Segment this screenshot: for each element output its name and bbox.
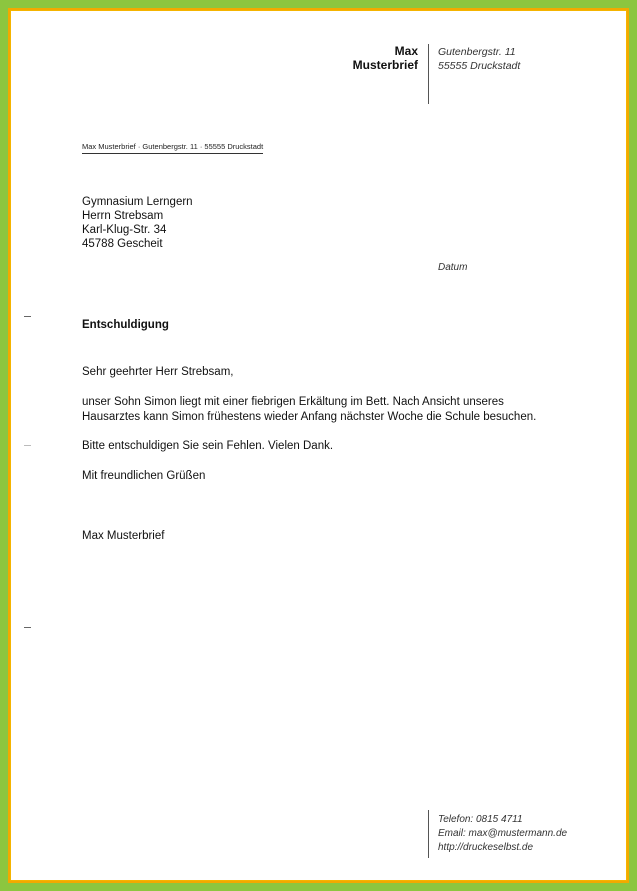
sender-address [438, 45, 520, 73]
paragraph-2: Bitte entschuldigen Sie sein Fehlen. Vielen Dank. [82, 440, 334, 452]
salutation: Sehr geehrter Herr Strebsam, [82, 366, 234, 378]
recipient-line4: 45788 Gescheit [82, 238, 163, 250]
closing: Mit freundlichen Grüßen [82, 470, 206, 482]
footer-email: Email: max@mustermann.de [438, 828, 568, 839]
sender-name-line2: Musterbrief [352, 58, 418, 72]
fold-mark-bottom [24, 627, 31, 628]
recipient-line1: Gymnasium Lerngern [82, 196, 193, 208]
sender-name [353, 44, 418, 72]
sender-name-line1: Max [394, 44, 418, 58]
paragraph-1-line2: Hausarztes kann Simon frühestens wieder Anfang nächster Woche die Schule besuchen. [82, 410, 537, 423]
recipient-line3: Karl-Klug-Str. 34 [82, 224, 167, 236]
date-label: Datum [438, 262, 468, 273]
recipient-address [82, 195, 193, 251]
sender-city: 55555 Druckstadt [438, 60, 521, 72]
subject-line: Entschuldigung [82, 319, 169, 331]
signature: Max Musterbrief [82, 530, 165, 542]
paragraph-1 [82, 395, 536, 424]
punch-mark [24, 445, 31, 446]
header-divider [428, 44, 429, 104]
recipient-line2: Herrn Strebsam [82, 210, 164, 222]
sender-street: Gutenbergstr. 11 [438, 46, 516, 58]
paragraph-1-line1: unser Sohn Simon liegt mit einer fiebrigen Erkältung im Bett. Nach Ansicht unseres [82, 396, 504, 408]
return-address-line: Max Musterbrief · Gutenbergstr. 11 · 55555 Druckstadt [82, 142, 263, 154]
footer-web: http://druckeselbst.de [438, 842, 534, 853]
footer-phone: Telefon: 0815 4711 [438, 814, 523, 825]
footer-contact [438, 813, 567, 855]
fold-mark-top [24, 316, 31, 317]
footer-divider [428, 810, 429, 858]
